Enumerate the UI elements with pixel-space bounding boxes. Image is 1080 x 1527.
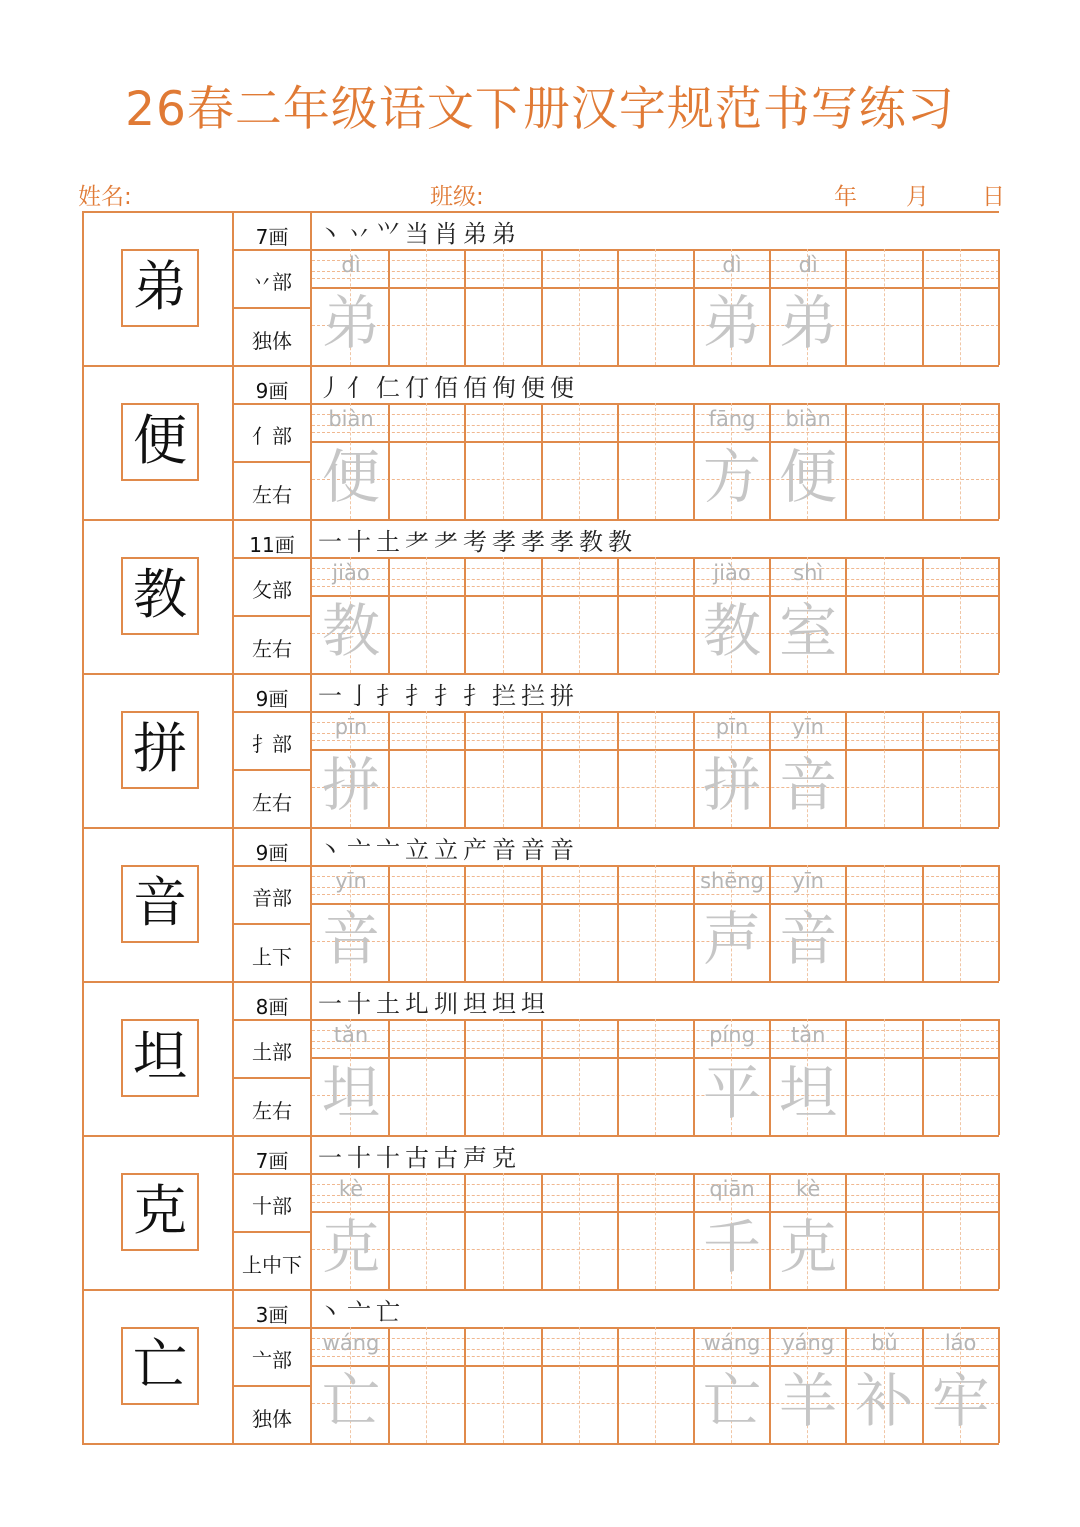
grid-line	[998, 403, 1000, 519]
stroke-step: 圳	[434, 990, 463, 1018]
page-title: 26春二年级语文下册汉字规范书写练习	[125, 82, 955, 137]
center-guide-line	[884, 711, 885, 827]
stroke-step: 肖	[434, 220, 463, 248]
model-char: 拼	[121, 711, 199, 789]
stroke-count: 9画	[255, 841, 289, 865]
stroke-step: 拦	[492, 682, 521, 710]
center-guide-line	[426, 865, 427, 981]
info-column	[234, 983, 312, 1135]
word-pinyin: wáng	[703, 1331, 761, 1355]
char-cell	[82, 1291, 234, 1443]
grid-line	[541, 557, 543, 673]
word-char: 方	[702, 443, 761, 511]
stroke-step: 坦	[492, 990, 521, 1018]
char-block	[82, 1291, 999, 1445]
stroke-step: 耂	[434, 528, 463, 556]
grid-line	[617, 1327, 619, 1443]
trace-char: 坦	[321, 1059, 380, 1127]
grid-line	[998, 865, 1000, 981]
word-pinyin: yīn	[792, 869, 824, 893]
trace-pinyin: yīn	[335, 869, 367, 893]
word-char: 千	[702, 1213, 761, 1281]
practice-sheet	[82, 211, 999, 1445]
char-cell	[82, 675, 234, 827]
stroke-step: 便	[550, 374, 579, 402]
stroke-step: 扌	[376, 682, 405, 710]
center-guide-line	[960, 249, 961, 365]
char-cell	[82, 213, 234, 365]
stroke-step: ⺍	[376, 220, 405, 248]
trace-char: 音	[321, 905, 380, 973]
stroke-count: 9画	[255, 379, 289, 403]
word-char: 羊	[779, 1367, 838, 1435]
center-guide-line	[960, 403, 961, 519]
word-char: 音	[779, 905, 838, 973]
center-guide-line	[960, 1019, 961, 1135]
center-guide-line	[655, 865, 656, 981]
stroke-step: 佰	[463, 374, 492, 402]
info-column	[234, 521, 312, 673]
structure: 左右	[252, 637, 292, 661]
trace-pinyin: biàn	[328, 407, 374, 431]
center-guide-line	[655, 711, 656, 827]
stroke-count: 7画	[255, 1149, 289, 1173]
center-guide-line	[655, 557, 656, 673]
center-guide-line	[579, 249, 580, 365]
structure: 左右	[252, 791, 292, 815]
stroke-step: 丶	[318, 836, 347, 864]
grid-line	[234, 1231, 312, 1233]
word-char: 坦	[779, 1059, 838, 1127]
grid-line	[541, 1019, 543, 1135]
month-label: 月	[906, 184, 929, 210]
grid-line	[617, 865, 619, 981]
info-column	[234, 675, 312, 827]
grid-line	[464, 557, 466, 673]
char-block	[82, 1137, 999, 1291]
class-label: 班级:	[430, 184, 484, 210]
stroke-step: 仃	[405, 374, 434, 402]
stroke-step: 立	[434, 836, 463, 864]
grid-line	[464, 711, 466, 827]
stroke-count: 11画	[249, 533, 295, 557]
word-char: 亡	[702, 1367, 761, 1435]
grid-line	[922, 403, 924, 519]
center-guide-line	[503, 249, 504, 365]
stroke-step: 亠	[347, 836, 376, 864]
radical: 音部	[252, 886, 292, 910]
center-guide-line	[655, 1173, 656, 1289]
word-pinyin: dì	[722, 253, 742, 277]
center-guide-line	[503, 557, 504, 673]
stroke-step: 一	[318, 990, 347, 1018]
word-pinyin: dì	[798, 253, 818, 277]
stroke-step: 亠	[376, 836, 405, 864]
grid-line	[234, 769, 312, 771]
radical: 扌部	[252, 732, 292, 756]
trace-pinyin: dì	[341, 253, 361, 277]
trace-pinyin: kè	[338, 1177, 364, 1201]
center-guide-line	[960, 1173, 961, 1289]
word-char: 声	[702, 905, 761, 973]
stroke-step: 拦	[521, 682, 550, 710]
grid-line	[541, 249, 543, 365]
structure: 独体	[252, 329, 292, 353]
word-pinyin: bǔ	[871, 1331, 898, 1355]
structure: 左右	[252, 1099, 292, 1123]
word-char: 补	[855, 1367, 914, 1435]
stroke-step: 坦	[521, 990, 550, 1018]
center-guide-line	[960, 557, 961, 673]
model-char: 音	[121, 865, 199, 943]
stroke-step: 土	[376, 990, 405, 1018]
stroke-step: 弟	[492, 220, 521, 248]
grid-line	[464, 403, 466, 519]
word-pinyin: tǎn	[790, 1023, 826, 1047]
trace-pinyin: wáng	[322, 1331, 380, 1355]
word-char: 便	[779, 443, 838, 511]
stroke-step: 克	[492, 1144, 521, 1172]
grid-line	[234, 461, 312, 463]
char-block	[82, 213, 999, 367]
grid-line	[464, 249, 466, 365]
center-guide-line	[884, 865, 885, 981]
center-guide-line	[426, 403, 427, 519]
grid-line	[464, 1019, 466, 1135]
stroke-step: 一	[318, 682, 347, 710]
radical: 土部	[252, 1040, 292, 1064]
char-cell	[82, 983, 234, 1135]
stroke-step: 侚	[492, 374, 521, 402]
center-guide-line	[884, 249, 885, 365]
stroke-step: 亡	[376, 1298, 405, 1326]
trace-char: 便	[321, 443, 380, 511]
day-label: 日	[982, 184, 1005, 210]
stroke-order	[318, 984, 550, 1019]
word-pinyin: píng	[709, 1023, 755, 1047]
word-pinyin: pīn	[715, 715, 749, 739]
stroke-step: 扌	[463, 682, 492, 710]
word-pinyin: shēng	[700, 869, 764, 893]
word-pinyin: biàn	[785, 407, 831, 431]
trace-char: 亡	[321, 1367, 380, 1435]
grid-line	[234, 615, 312, 617]
char-block	[82, 521, 999, 675]
grid-line	[464, 1173, 466, 1289]
model-char: 克	[121, 1173, 199, 1251]
char-block	[82, 983, 999, 1137]
stroke-step: 声	[463, 1144, 492, 1172]
stroke-step: 孝	[492, 528, 521, 556]
word-char: 教	[702, 597, 761, 665]
center-guide-line	[579, 1173, 580, 1289]
grid-line	[617, 1019, 619, 1135]
stroke-step: 弟	[463, 220, 492, 248]
stroke-step: 佰	[434, 374, 463, 402]
grid-line	[998, 1019, 1000, 1135]
center-guide-line	[426, 711, 427, 827]
stroke-step: 扌	[434, 682, 463, 710]
center-guide-line	[579, 711, 580, 827]
center-guide-line	[426, 1327, 427, 1443]
center-guide-line	[960, 865, 961, 981]
radical: 丷部	[252, 270, 292, 294]
grid-line	[541, 711, 543, 827]
stroke-step: 当	[405, 220, 434, 248]
center-guide-line	[579, 403, 580, 519]
stroke-step: 产	[463, 836, 492, 864]
trace-pinyin: jiào	[332, 561, 370, 585]
grid-line	[922, 1173, 924, 1289]
grid-line	[617, 711, 619, 827]
grid-line	[922, 557, 924, 673]
grid-line	[922, 711, 924, 827]
trace-char: 弟	[321, 289, 380, 357]
char-cell	[82, 1137, 234, 1289]
stroke-step: 一	[318, 1144, 347, 1172]
year-label: 年	[834, 184, 857, 210]
word-pinyin: fāng	[708, 407, 756, 431]
center-guide-line	[884, 557, 885, 673]
char-block	[82, 367, 999, 521]
stroke-step: 圠	[405, 990, 434, 1018]
char-cell	[82, 829, 234, 981]
center-guide-line	[655, 1019, 656, 1135]
center-guide-line	[503, 1173, 504, 1289]
word-char: 拼	[702, 751, 761, 819]
stroke-order	[318, 676, 579, 711]
center-guide-line	[426, 1173, 427, 1289]
stroke-step: 便	[521, 374, 550, 402]
word-char: 克	[779, 1213, 838, 1281]
model-char: 弟	[121, 249, 199, 327]
stroke-step: 孝	[550, 528, 579, 556]
stroke-step: 教	[608, 528, 637, 556]
word-char: 室	[779, 597, 838, 665]
stroke-step: 十	[347, 528, 376, 556]
stroke-step: 扌	[405, 682, 434, 710]
center-guide-line	[426, 1019, 427, 1135]
char-block	[82, 675, 999, 829]
grid-line	[234, 307, 312, 309]
stroke-count: 9画	[255, 687, 289, 711]
grid-line	[464, 1327, 466, 1443]
center-guide-line	[655, 249, 656, 365]
stroke-step: 考	[463, 528, 492, 556]
stroke-step: 十	[376, 1144, 405, 1172]
grid-line	[998, 711, 1000, 827]
center-guide-line	[503, 1327, 504, 1443]
structure: 独体	[252, 1407, 292, 1431]
word-char: 牢	[931, 1367, 990, 1435]
word-pinyin: qiān	[709, 1177, 755, 1201]
model-char: 坦	[121, 1019, 199, 1097]
word-pinyin: yīn	[792, 715, 824, 739]
stroke-step: 立	[405, 836, 434, 864]
info-column	[234, 213, 312, 365]
center-guide-line	[426, 557, 427, 673]
stroke-count: 7画	[255, 225, 289, 249]
stroke-step: 古	[405, 1144, 434, 1172]
trace-pinyin: pīn	[334, 715, 368, 739]
stroke-step: 音	[550, 836, 579, 864]
trace-char: 拼	[321, 751, 380, 819]
grid-line	[922, 249, 924, 365]
grid-line	[617, 557, 619, 673]
word-char: 音	[779, 751, 838, 819]
grid-line	[922, 865, 924, 981]
word-char: 弟	[702, 289, 761, 357]
stroke-step: 亅	[347, 682, 376, 710]
stroke-order	[318, 214, 521, 249]
stroke-step: 丿	[318, 374, 347, 402]
model-char: 教	[121, 557, 199, 635]
grid-line	[234, 923, 312, 925]
info-column	[234, 1291, 312, 1443]
grid-line	[234, 1077, 312, 1079]
model-char: 亡	[121, 1327, 199, 1405]
word-pinyin: shì	[793, 561, 824, 585]
char-cell	[82, 521, 234, 673]
char-cell	[82, 367, 234, 519]
word-pinyin: yáng	[782, 1331, 835, 1355]
grid-line	[617, 249, 619, 365]
stroke-count: 3画	[255, 1303, 289, 1327]
grid-line	[998, 1173, 1000, 1289]
stroke-step: 耂	[405, 528, 434, 556]
model-char: 便	[121, 403, 199, 481]
radical: 亠部	[252, 1348, 292, 1372]
stroke-order	[318, 1138, 521, 1173]
radical: 亻部	[252, 424, 292, 448]
center-guide-line	[884, 403, 885, 519]
stroke-step: 音	[492, 836, 521, 864]
stroke-step: 坦	[463, 990, 492, 1018]
stroke-step: 十	[347, 1144, 376, 1172]
center-guide-line	[503, 403, 504, 519]
grid-line	[922, 1019, 924, 1135]
stroke-step: 一	[318, 528, 347, 556]
stroke-order	[318, 1292, 405, 1327]
stroke-step: 亠	[347, 1298, 376, 1326]
word-pinyin: jiào	[713, 561, 751, 585]
grid-line	[998, 249, 1000, 365]
char-block	[82, 829, 999, 983]
stroke-step: 拼	[550, 682, 579, 710]
name-label: 姓名:	[78, 184, 132, 210]
word-char: 弟	[779, 289, 838, 357]
center-guide-line	[960, 711, 961, 827]
radical: 十部	[252, 1194, 292, 1218]
stroke-step: 丷	[347, 220, 376, 248]
grid-line	[617, 1173, 619, 1289]
trace-char: 克	[321, 1213, 380, 1281]
center-guide-line	[884, 1019, 885, 1135]
center-guide-line	[579, 865, 580, 981]
center-guide-line	[503, 711, 504, 827]
stroke-step: 丶	[318, 220, 347, 248]
center-guide-line	[884, 1173, 885, 1289]
structure: 上下	[252, 945, 292, 969]
stroke-step: 音	[521, 836, 550, 864]
grid-line	[541, 1327, 543, 1443]
center-guide-line	[503, 1019, 504, 1135]
word-pinyin: kè	[796, 1177, 821, 1201]
word-char: 平	[702, 1059, 761, 1127]
structure: 上中下	[242, 1253, 302, 1277]
info-column	[234, 829, 312, 981]
info-column	[234, 1137, 312, 1289]
center-guide-line	[503, 865, 504, 981]
center-guide-line	[655, 403, 656, 519]
grid-line	[617, 403, 619, 519]
stroke-step: 十	[347, 990, 376, 1018]
center-guide-line	[579, 557, 580, 673]
stroke-order	[318, 522, 637, 557]
grid-line	[998, 557, 1000, 673]
center-guide-line	[655, 1327, 656, 1443]
stroke-order	[318, 368, 579, 403]
stroke-step: 土	[376, 528, 405, 556]
center-guide-line	[579, 1327, 580, 1443]
grid-line	[464, 865, 466, 981]
center-guide-line	[579, 1019, 580, 1135]
trace-char: 教	[321, 597, 380, 665]
radical: 攵部	[252, 578, 292, 602]
stroke-step: 丶	[318, 1298, 347, 1326]
stroke-step: 教	[579, 528, 608, 556]
stroke-order	[318, 830, 579, 865]
grid-line	[541, 403, 543, 519]
grid-line	[541, 865, 543, 981]
structure: 左右	[252, 483, 292, 507]
stroke-count: 8画	[255, 995, 289, 1019]
grid-line	[234, 1385, 312, 1387]
trace-pinyin: tǎn	[333, 1023, 369, 1047]
stroke-step: 亻	[347, 374, 376, 402]
grid-line	[541, 1173, 543, 1289]
stroke-step: 仁	[376, 374, 405, 402]
word-pinyin: láo	[944, 1331, 977, 1355]
stroke-step: 古	[434, 1144, 463, 1172]
center-guide-line	[426, 249, 427, 365]
stroke-step: 孝	[521, 528, 550, 556]
info-column	[234, 367, 312, 519]
